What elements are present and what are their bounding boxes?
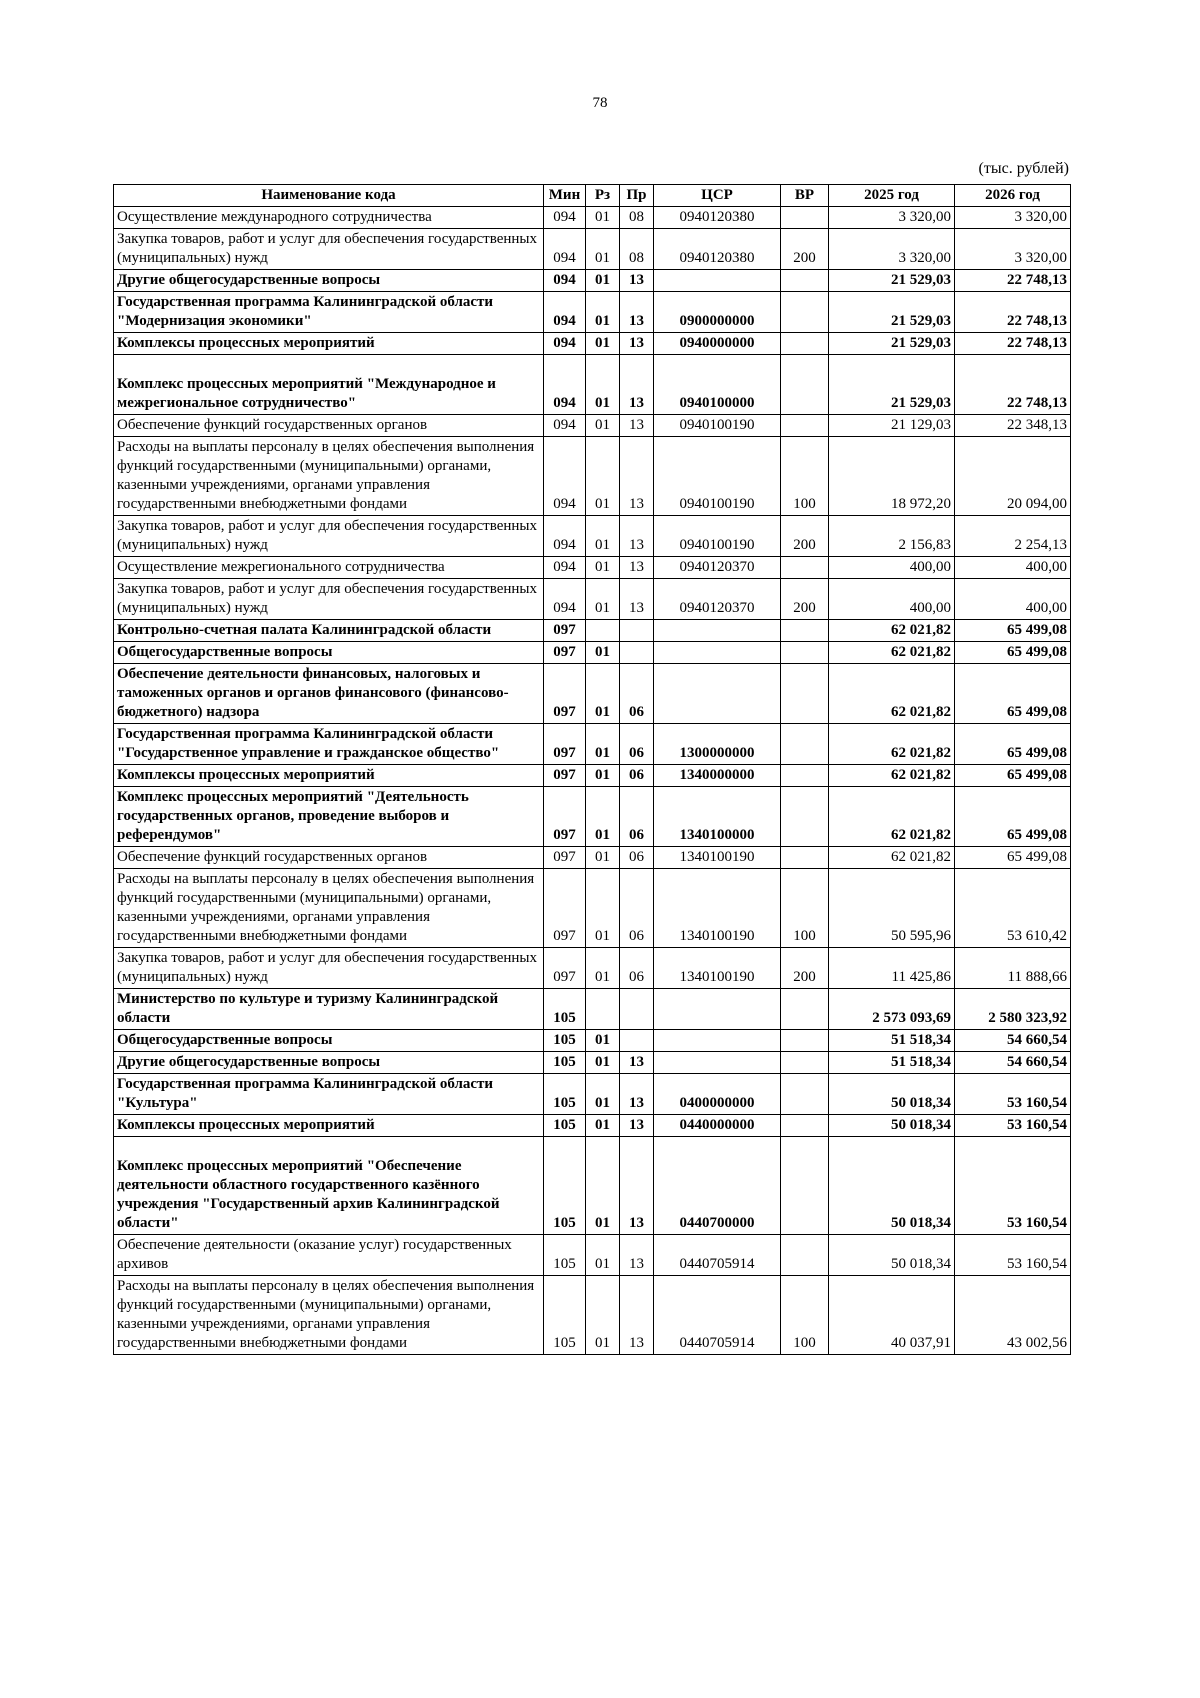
row-vr (781, 1074, 829, 1115)
row-rz: 01 (586, 579, 620, 620)
row-2025: 3 320,00 (829, 229, 955, 270)
table-row (114, 869, 1071, 948)
row-csr: 0940100190 (654, 516, 781, 557)
table-row (114, 516, 1071, 557)
row-vr (781, 1235, 829, 1276)
row-2026: 54 660,54 (955, 1052, 1071, 1074)
row-min: 094 (544, 292, 586, 333)
row-csr: 0940100190 (654, 437, 781, 516)
row-csr: 1340000000 (654, 765, 781, 787)
table-row (114, 229, 1071, 270)
row-name: Комплекс процессных мероприятий "Деятельность государственных органов, проведение выборов и референдумов" (114, 787, 544, 847)
row-name: Закупка товаров, работ и услуг для обеспечения государственных (муниципальных) нужд (114, 229, 544, 270)
row-rz: 01 (586, 292, 620, 333)
row-2026: 53 610,42 (955, 869, 1071, 948)
row-min: 094 (544, 437, 586, 516)
header-min: Мин (544, 185, 586, 207)
row-csr: 1340100190 (654, 847, 781, 869)
row-csr (654, 620, 781, 642)
row-pr: 13 (620, 415, 654, 437)
table-row (114, 1074, 1071, 1115)
row-name: Обеспечение деятельности (оказание услуг) государственных архивов (114, 1235, 544, 1276)
table-row (114, 355, 1071, 415)
row-2025: 2 573 093,69 (829, 989, 955, 1030)
row-name: Закупка товаров, работ и услуг для обеспечения государственных (муниципальных) нужд (114, 516, 544, 557)
row-vr: 100 (781, 1276, 829, 1355)
row-pr: 06 (620, 664, 654, 724)
row-name: Комплексы процессных мероприятий (114, 1115, 544, 1137)
row-vr (781, 207, 829, 229)
row-vr: 200 (781, 229, 829, 270)
row-vr: 200 (781, 516, 829, 557)
row-min: 097 (544, 765, 586, 787)
row-vr (781, 1137, 829, 1235)
row-2025: 11 425,86 (829, 948, 955, 989)
row-min: 105 (544, 1030, 586, 1052)
row-csr: 0940100000 (654, 355, 781, 415)
row-2026: 53 160,54 (955, 1235, 1071, 1276)
row-name: Государственная программа Калининградской области "Культура" (114, 1074, 544, 1115)
row-csr (654, 1052, 781, 1074)
row-2026: 65 499,08 (955, 664, 1071, 724)
row-csr: 0940120370 (654, 557, 781, 579)
row-name: Государственная программа Калининградской области "Государственное управление и гражданское общество" (114, 724, 544, 765)
row-2025: 21 529,03 (829, 333, 955, 355)
row-vr: 200 (781, 579, 829, 620)
row-pr: 08 (620, 207, 654, 229)
row-2026: 43 002,56 (955, 1276, 1071, 1355)
row-csr (654, 1030, 781, 1052)
row-2025: 21 529,03 (829, 292, 955, 333)
row-2025: 62 021,82 (829, 642, 955, 664)
table-row (114, 1235, 1071, 1276)
table-header (114, 185, 1071, 207)
row-rz: 01 (586, 207, 620, 229)
row-name: Обеспечение функций государственных органов (114, 847, 544, 869)
table-row (114, 620, 1071, 642)
row-vr (781, 292, 829, 333)
row-pr: 13 (620, 1115, 654, 1137)
row-min: 105 (544, 989, 586, 1030)
row-pr: 13 (620, 557, 654, 579)
row-rz: 01 (586, 1276, 620, 1355)
row-name: Государственная программа Калининградской области "Модернизация экономики" (114, 292, 544, 333)
row-name: Комплексы процессных мероприятий (114, 333, 544, 355)
row-name: Комплекс процессных мероприятий "Обеспечение деятельности областного государственного казённого учреждения "Государственный архив Калининградской области" (114, 1137, 544, 1235)
row-name: Расходы на выплаты персоналу в целях обеспечения выполнения функций государственными (муниципальными) органами, казенными учреждениями, органами управления государственными внебюджетными фондами (114, 869, 544, 948)
row-2026: 65 499,08 (955, 724, 1071, 765)
row-2025: 50 018,34 (829, 1137, 955, 1235)
row-csr: 0440705914 (654, 1276, 781, 1355)
row-csr: 0440705914 (654, 1235, 781, 1276)
row-2026: 65 499,08 (955, 847, 1071, 869)
row-2025: 51 518,34 (829, 1030, 955, 1052)
row-2026: 65 499,08 (955, 765, 1071, 787)
header-name: Наименование кода (114, 185, 544, 207)
row-name: Осуществление межрегионального сотрудничества (114, 557, 544, 579)
row-name: Министерство по культуре и туризму Калининградской области (114, 989, 544, 1030)
row-pr: 13 (620, 1235, 654, 1276)
row-2026: 3 320,00 (955, 207, 1071, 229)
row-rz (586, 620, 620, 642)
table-row (114, 664, 1071, 724)
row-vr (781, 664, 829, 724)
row-min: 105 (544, 1137, 586, 1235)
row-csr (654, 642, 781, 664)
row-name: Другие общегосударственные вопросы (114, 270, 544, 292)
row-min: 105 (544, 1074, 586, 1115)
row-2025: 400,00 (829, 557, 955, 579)
table-row (114, 1052, 1071, 1074)
row-2026: 2 580 323,92 (955, 989, 1071, 1030)
row-2026: 54 660,54 (955, 1030, 1071, 1052)
row-pr (620, 989, 654, 1030)
row-rz: 01 (586, 787, 620, 847)
row-2026: 400,00 (955, 557, 1071, 579)
row-rz: 01 (586, 1115, 620, 1137)
row-csr (654, 664, 781, 724)
row-pr: 06 (620, 787, 654, 847)
row-2026: 22 748,13 (955, 333, 1071, 355)
row-vr: 100 (781, 437, 829, 516)
row-csr: 0900000000 (654, 292, 781, 333)
row-vr (781, 724, 829, 765)
row-pr: 13 (620, 333, 654, 355)
row-name: Расходы на выплаты персоналу в целях обеспечения выполнения функций государственными (муниципальными) органами, казенными учреждениями, органами управления государственными внебюджетными фондами (114, 437, 544, 516)
row-vr (781, 1052, 829, 1074)
row-min: 105 (544, 1235, 586, 1276)
row-name: Осуществление международного сотрудничества (114, 207, 544, 229)
row-pr: 13 (620, 1052, 654, 1074)
row-pr (620, 1030, 654, 1052)
row-rz: 01 (586, 1074, 620, 1115)
header-rz: Рз (586, 185, 620, 207)
row-csr (654, 989, 781, 1030)
row-vr (781, 989, 829, 1030)
row-min: 097 (544, 664, 586, 724)
row-2025: 62 021,82 (829, 664, 955, 724)
table-row (114, 1276, 1071, 1355)
row-csr: 1340100190 (654, 948, 781, 989)
row-rz: 01 (586, 1235, 620, 1276)
row-vr (781, 270, 829, 292)
table-row (114, 437, 1071, 516)
row-csr: 0940120380 (654, 229, 781, 270)
row-name: Комплексы процессных мероприятий (114, 765, 544, 787)
row-min: 105 (544, 1052, 586, 1074)
row-2025: 40 037,91 (829, 1276, 955, 1355)
row-2026: 22 748,13 (955, 292, 1071, 333)
row-pr: 13 (620, 292, 654, 333)
row-vr (781, 642, 829, 664)
row-csr: 0440000000 (654, 1115, 781, 1137)
row-pr: 13 (620, 1276, 654, 1355)
row-vr (781, 765, 829, 787)
table-row (114, 847, 1071, 869)
row-vr (781, 620, 829, 642)
row-min: 097 (544, 620, 586, 642)
row-vr: 100 (781, 869, 829, 948)
row-csr: 0940000000 (654, 333, 781, 355)
row-vr (781, 355, 829, 415)
row-rz: 01 (586, 229, 620, 270)
row-name: Обеспечение деятельности финансовых, налоговых и таможенных органов и органов финансового (финансово-бюджетного) надзора (114, 664, 544, 724)
row-2025: 62 021,82 (829, 847, 955, 869)
row-pr: 13 (620, 270, 654, 292)
page-number: 78 (592, 95, 608, 111)
row-rz: 01 (586, 557, 620, 579)
table-row (114, 642, 1071, 664)
row-rz: 01 (586, 948, 620, 989)
row-rz: 01 (586, 724, 620, 765)
row-2025: 400,00 (829, 579, 955, 620)
row-name: Обеспечение функций государственных органов (114, 415, 544, 437)
row-vr (781, 847, 829, 869)
row-2026: 3 320,00 (955, 229, 1071, 270)
unit-label: (тыс. рублей) (978, 160, 1069, 177)
row-min: 094 (544, 516, 586, 557)
row-2025: 62 021,82 (829, 787, 955, 847)
row-2025: 18 972,20 (829, 437, 955, 516)
row-rz: 01 (586, 765, 620, 787)
row-2026: 65 499,08 (955, 620, 1071, 642)
row-csr (654, 270, 781, 292)
row-min: 097 (544, 642, 586, 664)
row-pr (620, 642, 654, 664)
row-rz: 01 (586, 847, 620, 869)
row-2026: 20 094,00 (955, 437, 1071, 516)
row-min: 094 (544, 355, 586, 415)
row-pr: 13 (620, 1074, 654, 1115)
row-min: 094 (544, 207, 586, 229)
row-vr (781, 333, 829, 355)
row-vr (781, 557, 829, 579)
row-csr: 1340100190 (654, 869, 781, 948)
row-pr: 13 (620, 355, 654, 415)
row-2025: 62 021,82 (829, 724, 955, 765)
row-vr (781, 1115, 829, 1137)
row-min: 094 (544, 333, 586, 355)
row-2026: 53 160,54 (955, 1074, 1071, 1115)
table-row (114, 292, 1071, 333)
row-pr: 13 (620, 516, 654, 557)
row-csr: 0440700000 (654, 1137, 781, 1235)
row-2025: 62 021,82 (829, 620, 955, 642)
row-2026: 65 499,08 (955, 787, 1071, 847)
table-row (114, 948, 1071, 989)
row-rz: 01 (586, 415, 620, 437)
row-name: Общегосударственные вопросы (114, 1030, 544, 1052)
row-csr: 0940100190 (654, 415, 781, 437)
row-min: 097 (544, 787, 586, 847)
row-2026: 22 348,13 (955, 415, 1071, 437)
row-pr: 06 (620, 869, 654, 948)
row-2025: 2 156,83 (829, 516, 955, 557)
row-pr: 13 (620, 437, 654, 516)
header-2026: 2026 год (955, 185, 1071, 207)
table-row (114, 1030, 1071, 1052)
row-csr: 0940120380 (654, 207, 781, 229)
row-min: 094 (544, 415, 586, 437)
row-pr: 06 (620, 847, 654, 869)
row-min: 105 (544, 1276, 586, 1355)
header-pr: Пр (620, 185, 654, 207)
row-min: 094 (544, 270, 586, 292)
row-csr: 0940120370 (654, 579, 781, 620)
row-pr: 08 (620, 229, 654, 270)
row-2025: 51 518,34 (829, 1052, 955, 1074)
row-min: 097 (544, 869, 586, 948)
row-vr (781, 1030, 829, 1052)
row-2026: 400,00 (955, 579, 1071, 620)
table-row (114, 989, 1071, 1030)
row-2026: 22 748,13 (955, 355, 1071, 415)
row-rz: 01 (586, 270, 620, 292)
row-name: Комплекс процессных мероприятий "Международное и межрегиональное сотрудничество" (114, 355, 544, 415)
row-rz: 01 (586, 664, 620, 724)
row-2025: 50 595,96 (829, 869, 955, 948)
row-vr: 200 (781, 948, 829, 989)
table-row (114, 557, 1071, 579)
row-2025: 21 529,03 (829, 355, 955, 415)
row-2025: 3 320,00 (829, 207, 955, 229)
row-2026: 53 160,54 (955, 1137, 1071, 1235)
row-min: 105 (544, 1115, 586, 1137)
row-csr: 0400000000 (654, 1074, 781, 1115)
row-2026: 65 499,08 (955, 642, 1071, 664)
row-vr (781, 787, 829, 847)
row-rz: 01 (586, 869, 620, 948)
header-csr: ЦСР (654, 185, 781, 207)
header-2025: 2025 год (829, 185, 955, 207)
table-body (114, 207, 1071, 1355)
row-name: Общегосударственные вопросы (114, 642, 544, 664)
row-csr: 1340100000 (654, 787, 781, 847)
row-rz: 01 (586, 1137, 620, 1235)
table-row (114, 787, 1071, 847)
row-rz: 01 (586, 1052, 620, 1074)
row-2025: 21 129,03 (829, 415, 955, 437)
table-row (114, 579, 1071, 620)
table-row (114, 415, 1071, 437)
row-2025: 50 018,34 (829, 1115, 955, 1137)
row-name: Другие общегосударственные вопросы (114, 1052, 544, 1074)
row-rz: 01 (586, 333, 620, 355)
row-min: 097 (544, 948, 586, 989)
row-rz: 01 (586, 437, 620, 516)
row-2026: 22 748,13 (955, 270, 1071, 292)
row-name: Расходы на выплаты персоналу в целях обеспечения выполнения функций государственными (муниципальными) органами, казенными учреждениями, органами управления государственными внебюджетными фондами (114, 1276, 544, 1355)
row-name: Контрольно-счетная палата Калининградской области (114, 620, 544, 642)
row-2026: 2 254,13 (955, 516, 1071, 557)
table-row (114, 765, 1071, 787)
table-row (114, 270, 1071, 292)
table-row (114, 724, 1071, 765)
row-name: Закупка товаров, работ и услуг для обеспечения государственных (муниципальных) нужд (114, 948, 544, 989)
header-vr: ВР (781, 185, 829, 207)
row-vr (781, 415, 829, 437)
row-rz: 01 (586, 516, 620, 557)
row-2025: 50 018,34 (829, 1235, 955, 1276)
row-2025: 50 018,34 (829, 1074, 955, 1115)
row-rz (586, 989, 620, 1030)
row-min: 094 (544, 229, 586, 270)
row-pr: 06 (620, 948, 654, 989)
row-min: 094 (544, 557, 586, 579)
row-name: Закупка товаров, работ и услуг для обеспечения государственных (муниципальных) нужд (114, 579, 544, 620)
table-row (114, 333, 1071, 355)
row-min: 094 (544, 579, 586, 620)
row-pr: 13 (620, 1137, 654, 1235)
row-2025: 21 529,03 (829, 270, 955, 292)
row-rz: 01 (586, 642, 620, 664)
row-rz: 01 (586, 1030, 620, 1052)
row-min: 097 (544, 724, 586, 765)
row-2026: 11 888,66 (955, 948, 1071, 989)
row-2026: 53 160,54 (955, 1115, 1071, 1137)
row-min: 097 (544, 847, 586, 869)
table-row (114, 1115, 1071, 1137)
row-pr: 13 (620, 579, 654, 620)
row-pr: 06 (620, 724, 654, 765)
row-2025: 62 021,82 (829, 765, 955, 787)
row-pr: 06 (620, 765, 654, 787)
row-csr: 1300000000 (654, 724, 781, 765)
budget-table (113, 184, 1071, 1355)
row-rz: 01 (586, 355, 620, 415)
table-row (114, 207, 1071, 229)
table-row (114, 1137, 1071, 1235)
row-pr (620, 620, 654, 642)
